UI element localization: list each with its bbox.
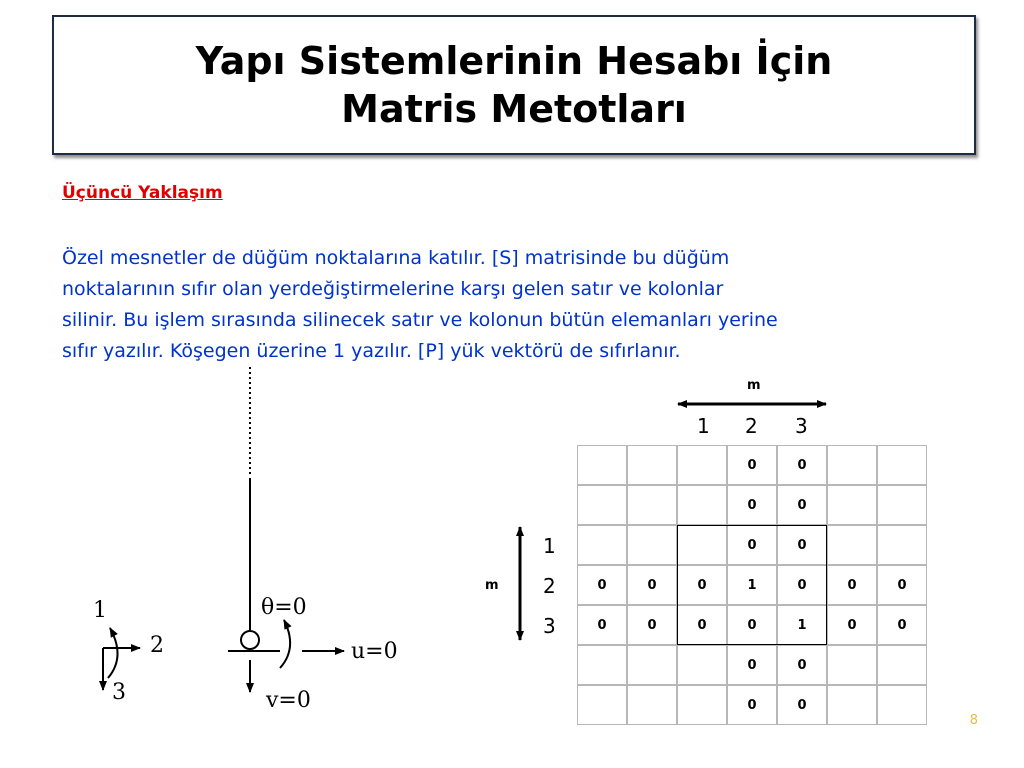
matrix-cell: [827, 485, 877, 525]
theta-label: θ=0: [261, 595, 307, 620]
matrix-cell: 0: [627, 565, 677, 605]
matrix-cell: [577, 485, 627, 525]
matrix-cell: [877, 685, 927, 725]
matrix-cell: 0: [627, 605, 677, 645]
matrix-cell: 1: [727, 565, 777, 605]
matrix-cell: 0: [777, 645, 827, 685]
matrix-cell: [627, 525, 677, 565]
matrix-cell: 0: [727, 445, 777, 485]
matrix-cell: 0: [727, 525, 777, 565]
axis-label-1: 1: [93, 598, 107, 623]
matrix-cell: 0: [777, 445, 827, 485]
matrix-side-label: m: [485, 578, 499, 593]
matrix-cell: [677, 445, 727, 485]
matrix-cell: [677, 485, 727, 525]
v-label: v=0: [266, 688, 311, 713]
section-subtitle: Üçüncü Yaklaşım: [62, 183, 223, 203]
u-label: u=0: [351, 639, 398, 664]
matrix-top-label: m: [747, 378, 761, 393]
matrix-cell: [827, 445, 877, 485]
matrix-cell: [627, 445, 677, 485]
matrix-cell: [827, 645, 877, 685]
matrix-cell: 0: [827, 605, 877, 645]
col-index: 1: [697, 414, 710, 438]
row-index: 3: [543, 614, 556, 638]
matrix-cell: 0: [727, 645, 777, 685]
matrix-cell: 0: [877, 605, 927, 645]
title-line-2: Matris Metotları: [341, 87, 687, 131]
page-number: 8: [969, 713, 978, 728]
axis-label-3: 3: [112, 680, 126, 705]
matrix-cell: 0: [727, 485, 777, 525]
matrix-cell: 0: [577, 605, 627, 645]
matrix-cell: [577, 445, 627, 485]
matrix-cell: [627, 645, 677, 685]
paragraph-line: silinir. Bu işlem sırasında silinecek satır ve kolonun bütün elemanları yerine: [62, 309, 778, 331]
title-line-1: Yapı Sistemlerinin Hesabı İçin: [195, 39, 833, 83]
matrix-cell: 0: [777, 485, 827, 525]
matrix-cell: [577, 525, 627, 565]
matrix-cell: 0: [727, 685, 777, 725]
matrix-cell: [677, 685, 727, 725]
paragraph-line: noktalarının sıfır olan yerdeğiştirmelerine karşı gelen satır ve kolonlar: [62, 278, 724, 300]
matrix-cell: 0: [777, 525, 827, 565]
matrix-cell: [877, 445, 927, 485]
paragraph-line: sıfır yazılır. Köşegen üzerine 1 yazılır. [P] yük vektörü de sıfırlanır.: [62, 340, 681, 362]
matrix-cell: 0: [727, 605, 777, 645]
rotation-arc: [108, 628, 118, 678]
col-index: 2: [745, 414, 758, 438]
matrix-cell: [627, 485, 677, 525]
matrix-cell: [827, 685, 877, 725]
matrix-cell: 0: [577, 565, 627, 605]
matrix-cell: [677, 525, 727, 565]
matrix-cell: 0: [827, 565, 877, 605]
matrix-cell: [677, 645, 727, 685]
matrix-cell: 0: [777, 565, 827, 605]
matrix-cell: 1: [777, 605, 827, 645]
matrix-cell: [877, 645, 927, 685]
matrix-cell: [827, 525, 877, 565]
joint-circle: [241, 631, 259, 649]
matrix-cell: 0: [777, 685, 827, 725]
axis-label-2: 2: [150, 633, 164, 658]
matrix-cell: 0: [877, 565, 927, 605]
row-index: 2: [543, 574, 556, 598]
matrix-cell: [577, 685, 627, 725]
matrix-cell: [877, 525, 927, 565]
theta-arc: [280, 620, 290, 668]
col-index: 3: [795, 414, 808, 438]
row-index: 1: [543, 534, 556, 558]
matrix-cell: 0: [677, 605, 727, 645]
paragraph-line: Özel mesnetler de düğüm noktalarına katılır. [S] matrisinde bu düğüm: [62, 247, 730, 269]
matrix-cell: 0: [677, 565, 727, 605]
matrix-cell: [877, 485, 927, 525]
matrix-cell: [627, 685, 677, 725]
matrix-cell: [577, 645, 627, 685]
stiffness-matrix-grid: [577, 445, 927, 725]
